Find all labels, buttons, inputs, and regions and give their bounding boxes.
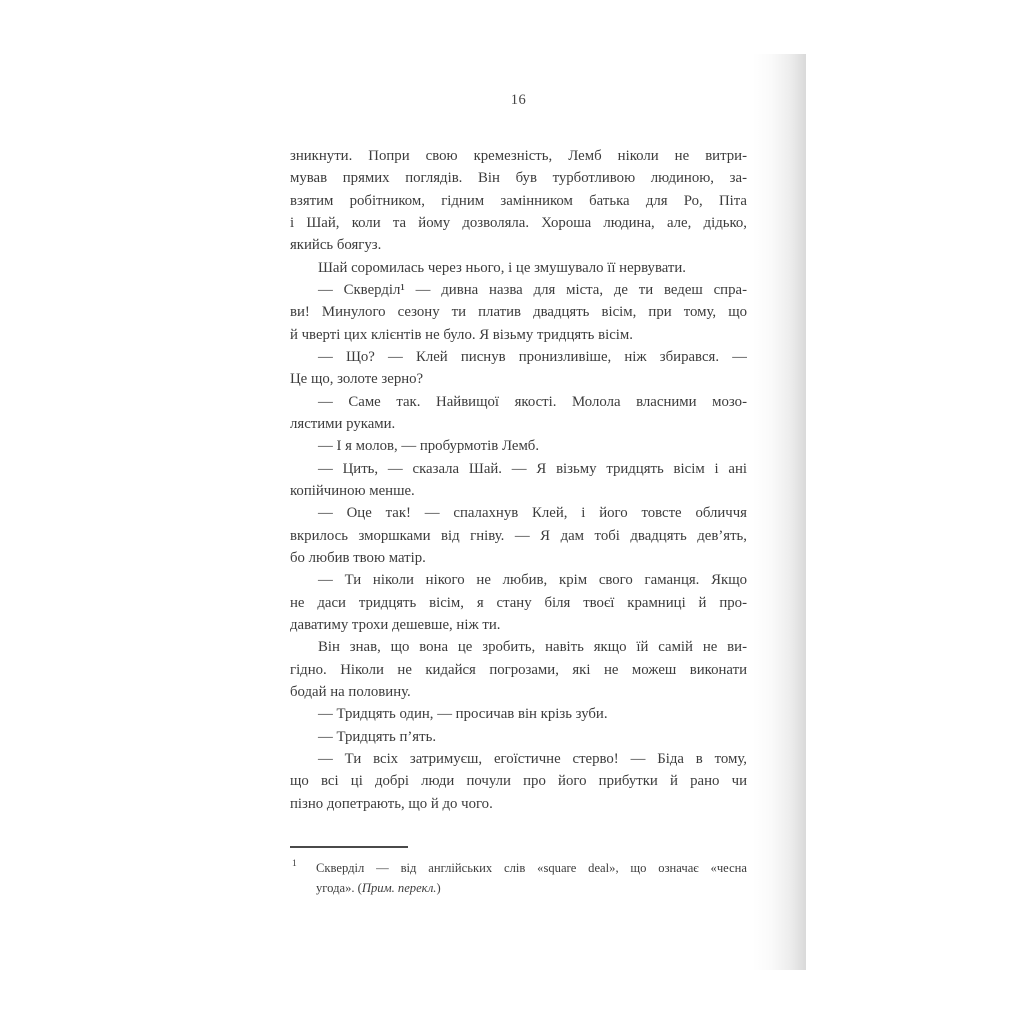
text-line: бо любив твою матір. (290, 549, 426, 566)
text-line: Він знав, що вона це зробить, навіть якщо їй самій не ви- (318, 639, 747, 656)
text-line: не даси тридцять вісім, я стану біля твоєї крамниці й про- (290, 594, 747, 611)
text-line: — Що? — Клей писнув пронизливіше, ніж збирався. — (318, 348, 747, 365)
page-number: 16 (510, 92, 527, 108)
footnote-line-1: Скверділ — від англійських слів «square deal», що означає «чесна (316, 861, 747, 875)
text-line: зникнути. Попри свою кремезність, Лемб ніколи не витри- (290, 148, 747, 164)
footnote-line-2 (290, 878, 747, 898)
text-line: — Цить, — сказала Шай. — Я візьму тридцять вісім і ані (318, 460, 747, 477)
text-line: ви! Минулого сезону ти платив двадцять вісім, при тому, що (290, 304, 747, 321)
text-line: даватиму трохи дешевше, ніж ти. (290, 616, 501, 633)
footnote (290, 858, 747, 898)
text-line: — Скверділ¹ — дивна назва для міста, де ти ведеш спра- (318, 281, 747, 298)
text-line: мував прямих поглядів. Він був турботливою людиною, за- (290, 170, 747, 187)
footnote-line-2-close: ) (436, 881, 441, 895)
book-page (230, 54, 806, 970)
text-line: бодай на половину. (290, 683, 411, 700)
text-line: що всі ці добрі люди почули про його прибутки й рано чи (290, 773, 747, 790)
text-line: пізно допетрають, що й до чого. (290, 795, 493, 812)
text-line: копійчиною менше. (290, 482, 415, 499)
text-line: якийсь боягуз. (290, 237, 382, 254)
text-line: — Тридцять п’ять. (318, 728, 437, 745)
footnote-divider (290, 846, 408, 848)
footnote-marker: 1 (292, 859, 297, 869)
text-line: гідно. Ніколи не кидайся погрозами, які не можеш виконати (290, 661, 747, 678)
text-line: — Саме так. Найвищої якості. Молола власними мозо- (318, 393, 747, 410)
text-column (290, 145, 747, 815)
text-line: Це що, золоте зерно? (290, 371, 424, 388)
text-line: і Шай, коли та йому дозволяла. Хороша людина, але, дідько, (290, 214, 747, 231)
text-line: взятим робітником, гідним замінником батька для Ро, Піта (290, 192, 747, 209)
text-line: — Оце так! — спалахнув Клей, і його товсте обличчя (318, 505, 747, 522)
footnote-line-2-text: угода». ( (316, 881, 362, 895)
text-line: — Ти ніколи нікого не любив, крім свого гаманця. Якщо (318, 572, 747, 589)
text-line: — І я молов, — пробурмотів Лемб. (318, 438, 540, 455)
footnote-translator-note: Прим. перекл. (361, 881, 437, 895)
text-line: вкрилось зморшками від гніву. — Я дам тобі двадцять дев’ять, (290, 527, 747, 544)
text-line: — Тридцять один, — просичав він крізь зуби. (318, 706, 608, 723)
text-line: лястими руками. (290, 415, 396, 432)
text-line: Шай соромилась через нього, і це змушувало її нервувати. (318, 259, 687, 276)
page-edge-shadow (752, 54, 806, 970)
text-line: — Ти всіх затримуєш, егоїстичне стерво! — Біда в тому, (318, 750, 747, 767)
text-line: й чверті цих клієнтів не було. Я візьму тридцять вісім. (290, 326, 633, 343)
